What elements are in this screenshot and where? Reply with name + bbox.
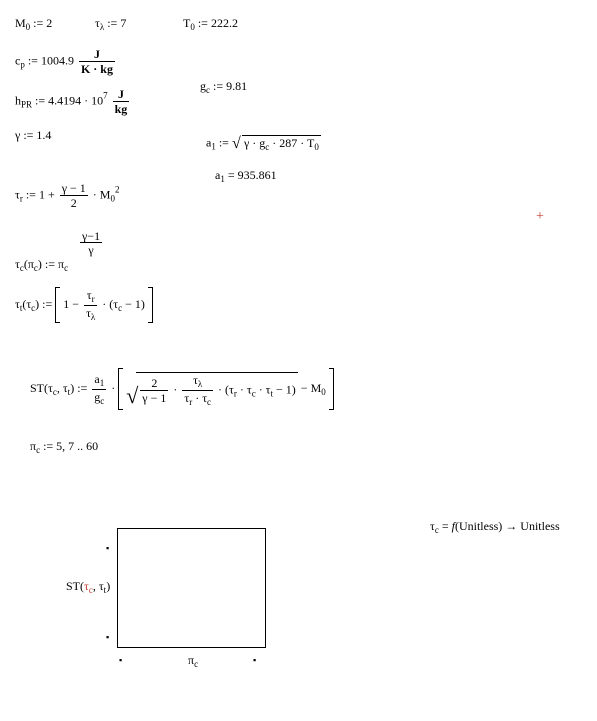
radicand: $\frac{2}{\gamma - 1}$ · $\frac{\tau_\lambda}{\tau_r \cdot \tau_c}$ · $(\tau_r \cdot \tau_c \cdot \tau_t - 1)$: [136, 372, 298, 407]
expr-term: 1 +: [38, 187, 55, 202]
result-value: 935.861: [237, 168, 277, 182]
var-value: 9.81: [226, 79, 248, 93]
insertion-cursor-icon: +: [536, 209, 544, 224]
assign-operator: :=: [197, 16, 208, 30]
eq-gamma[interactable]: [15, 129, 51, 141]
assign-operator: :=: [43, 439, 54, 453]
y-axis-min-placeholder[interactable]: ▪: [106, 632, 110, 642]
assign-operator: :=: [23, 128, 34, 142]
var-symbol: h: [15, 93, 21, 108]
fraction-denominator: γ: [88, 243, 94, 257]
fraction-denominator: 2: [70, 196, 77, 210]
var-subscript: r: [19, 193, 23, 204]
unit-numerator: J: [113, 88, 130, 102]
var-value: 1.4: [36, 128, 52, 142]
var-symbol: γ: [15, 128, 21, 142]
sqrt-icon: √: [231, 135, 241, 152]
var-subscript: 1: [211, 141, 216, 152]
var-symbol: τ: [15, 296, 20, 311]
var-subscript: t: [19, 302, 23, 313]
assign-operator: :=: [213, 79, 224, 93]
eq-gc[interactable]: [200, 80, 247, 95]
prefactor-fraction: $\frac{a_1}{g_c}$: [94, 371, 105, 406]
range-value: 5, 7 .. 60: [56, 439, 99, 453]
expr-term: · M: [92, 187, 111, 202]
plot-x-axis-label[interactable]: $\pi_c$: [188, 653, 199, 669]
eq-tau-r[interactable]: [15, 182, 119, 209]
var-value: 7: [120, 16, 127, 30]
sqrt-icon: √: [126, 382, 139, 408]
var-subscript: 0: [190, 22, 195, 32]
eq-st[interactable]: $ST(\tau_c$, $\tau_t$) := $\frac{a_1}{g_c}$ · √ $\frac{2}{\gamma - 1}$ · $\frac{\tau_\lambda}{\tau_r \cdot \tau_c}$ · $(\tau_r \cdot \tau_c \cdot \tau_t - 1) - M_0$: [30, 368, 334, 410]
eq-m0[interactable]: [15, 17, 52, 32]
var-symbol: a: [215, 168, 221, 182]
fraction-numerator: γ − 1: [61, 181, 86, 195]
assign-operator: :=: [218, 135, 229, 150]
eq-tau-lambda[interactable]: [95, 17, 126, 32]
unit-fraction: [113, 88, 130, 115]
plot-area[interactable]: [117, 528, 266, 648]
exponent-fraction: [80, 230, 102, 256]
var-symbol: τ: [15, 187, 20, 202]
var-exponent: 2: [114, 184, 120, 195]
var-symbol: M: [15, 16, 26, 30]
var-value: 222.2: [210, 16, 238, 30]
var-exponent: 7: [103, 90, 108, 101]
type-info: $\tau_c$ = f(Unitless) → Unitless: [430, 519, 560, 535]
var-symbol: τ: [95, 16, 100, 30]
var-symbol: g: [200, 79, 206, 93]
assign-operator: :=: [77, 380, 88, 395]
var-symbol: c: [15, 53, 21, 68]
var-subscript: c: [36, 445, 41, 455]
x-axis-min-placeholder[interactable]: ▪: [119, 655, 123, 665]
assign-operator: :=: [35, 93, 46, 108]
right-bracket: [148, 287, 153, 323]
sqrt-expression: [126, 372, 298, 407]
radicand: $\gamma \cdot g_c \cdot 287 \cdot T_0$: [243, 136, 319, 152]
sqrt-expression: [232, 135, 321, 152]
unit-denominator: kg: [114, 102, 128, 116]
plot-y-axis-label[interactable]: $ST(\tau_c$, $\tau_t$): [66, 579, 111, 595]
unit-numerator: J: [79, 48, 115, 62]
left-bracket: [55, 287, 60, 323]
right-bracket: [329, 368, 334, 410]
eq-a1-result[interactable]: [215, 169, 277, 184]
expr-term: − M: [300, 380, 322, 395]
var-value: 1004.9: [40, 53, 74, 68]
var-symbol: T: [183, 16, 191, 30]
eq-t0[interactable]: [183, 17, 238, 32]
assign-operator: :=: [42, 296, 53, 311]
eq-a1-definition[interactable]: [206, 135, 321, 152]
equals-operator: =: [227, 168, 235, 182]
var-value: 4.4194 · 10: [48, 93, 104, 108]
var-subscript: 0: [110, 193, 115, 204]
var-subscript: p: [20, 59, 25, 70]
assign-operator: :=: [107, 16, 118, 30]
var-subscript: 1: [220, 174, 225, 184]
tau-c-main-line: $\tau_c(\pi_c)$ := $\pi_c$: [15, 257, 69, 273]
assign-operator: :=: [25, 187, 36, 202]
fraction: [60, 182, 88, 209]
unit-fraction: [79, 48, 115, 75]
unit-denominator: K · kg: [80, 62, 113, 76]
var-value: 2: [46, 16, 53, 30]
eq-hpr[interactable]: [15, 88, 131, 115]
eq-pi-c-range[interactable]: [30, 440, 98, 455]
var-symbol: a: [206, 135, 212, 150]
y-axis-max-placeholder[interactable]: ▪: [106, 543, 110, 553]
var-subscript: 0: [25, 22, 31, 32]
var-subscript: PR: [21, 99, 33, 110]
expr-term: 1 −: [63, 296, 80, 311]
fraction-numerator: γ−1: [82, 229, 101, 243]
eq-cp[interactable]: [15, 48, 117, 75]
eq-tau-t[interactable]: $\tau_t(\tau_c)$ := 1 − $\frac{\tau_r}{\tau_\lambda}$ · $(\tau_c - 1)$: [15, 287, 153, 323]
func-name: ST: [30, 380, 45, 395]
left-bracket: [118, 368, 123, 410]
assign-operator: :=: [33, 16, 44, 30]
expr-term: · (τ: [102, 296, 119, 311]
var-subscript: c: [206, 85, 210, 95]
var-symbol: π: [30, 439, 37, 453]
x-axis-max-placeholder[interactable]: ▪: [253, 655, 257, 665]
fraction: $\frac{\tau_r}{\tau_\lambda}$: [86, 287, 96, 322]
assign-operator: :=: [27, 53, 38, 68]
var-subscript: λ: [99, 22, 105, 32]
